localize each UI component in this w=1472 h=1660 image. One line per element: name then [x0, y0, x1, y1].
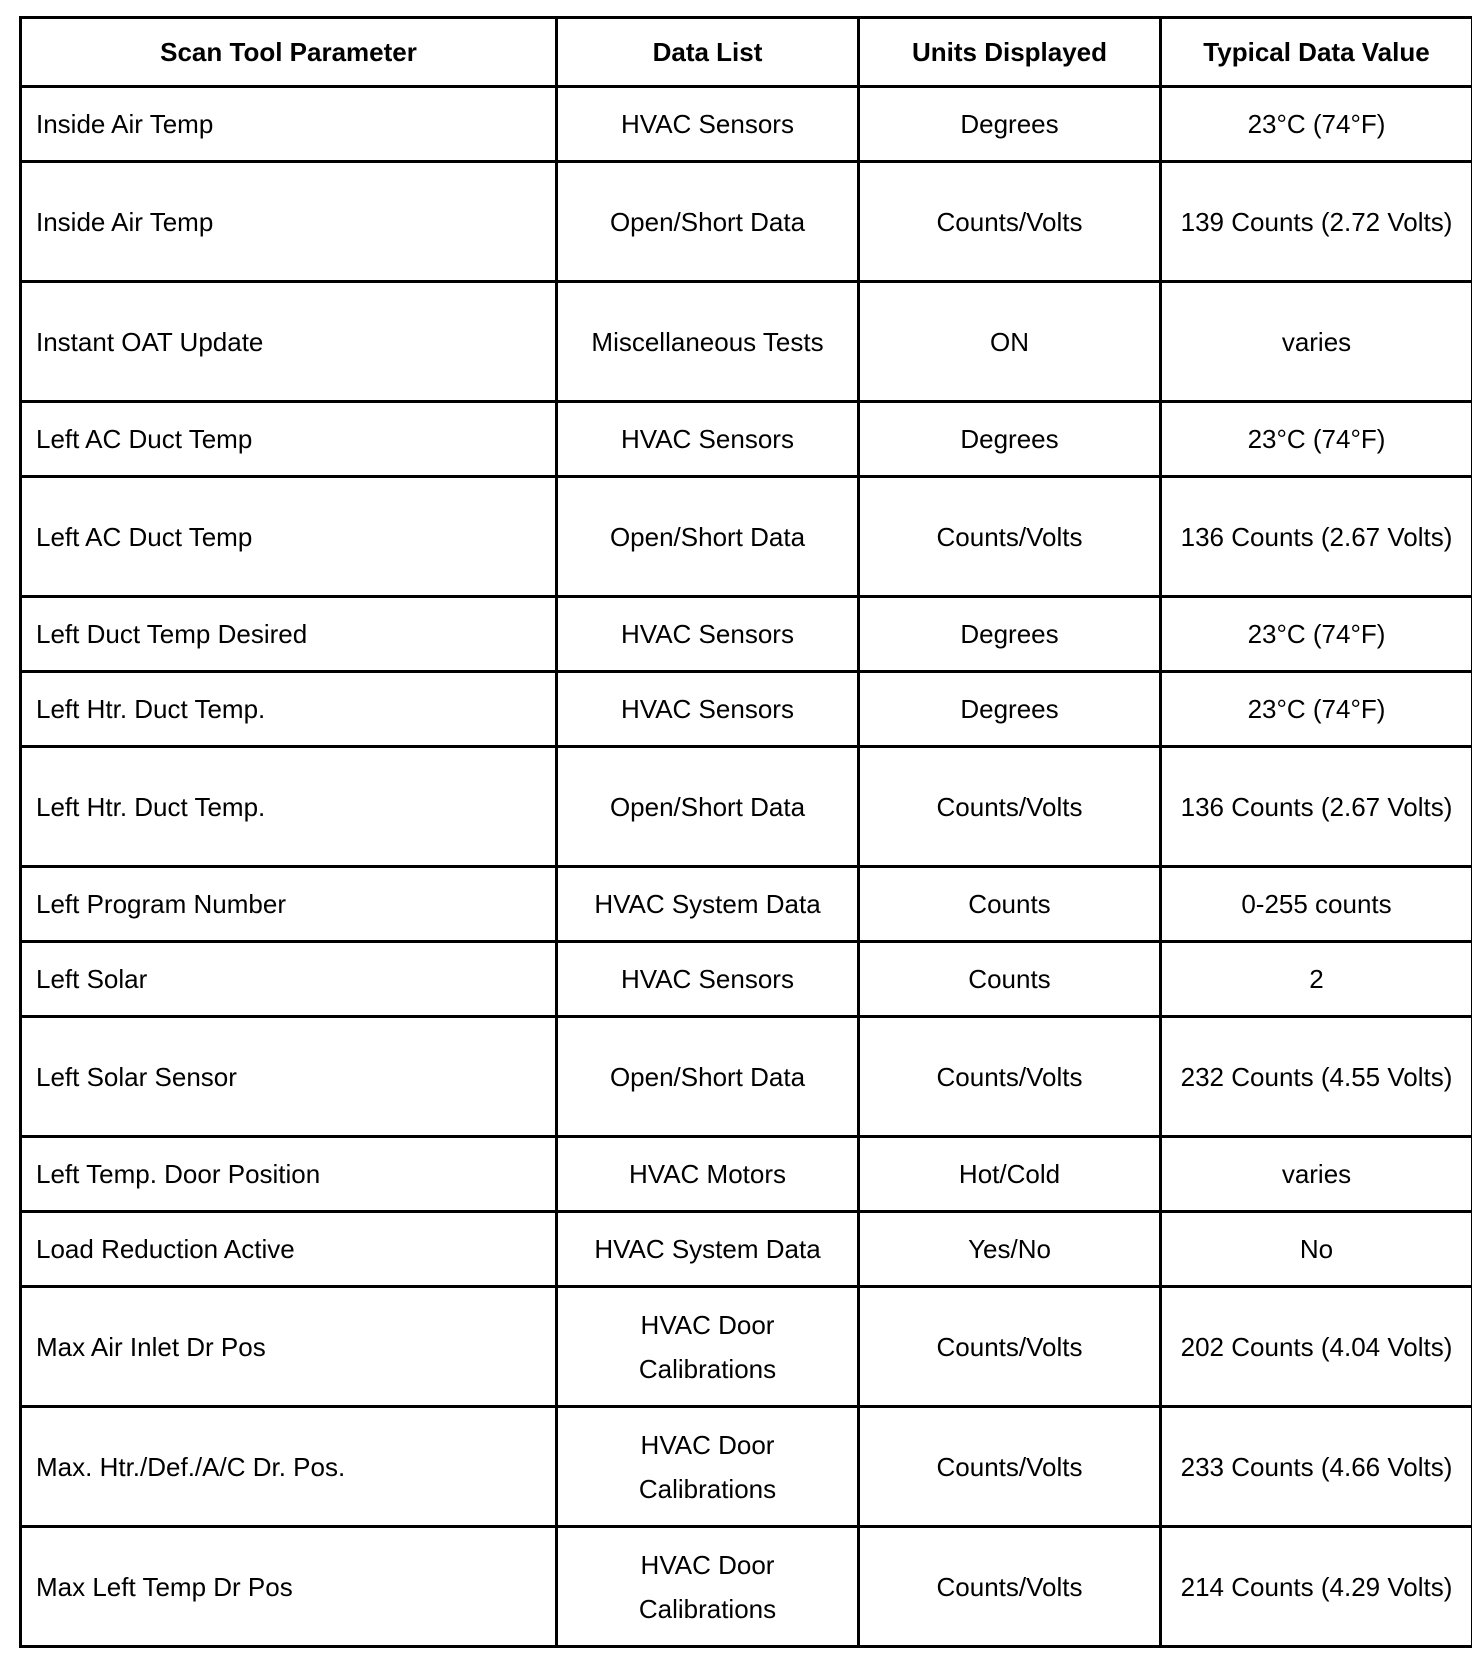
cell-units: Degrees	[859, 597, 1161, 672]
cell-parameter: Left Program Number	[21, 867, 557, 942]
table-header-row	[21, 18, 1472, 87]
cell-units: Counts/Volts	[859, 1287, 1161, 1407]
cell-units: Counts/Volts	[859, 477, 1161, 597]
cell-value: varies	[1161, 282, 1472, 402]
cell-units: Counts	[859, 867, 1161, 942]
cell-parameter: Inside Air Temp	[21, 87, 557, 162]
cell-value: 214 Counts (4.29 Volts)	[1161, 1527, 1472, 1647]
cell-value: 136 Counts (2.67 Volts)	[1161, 477, 1472, 597]
cell-value: 23°C (74°F)	[1161, 87, 1472, 162]
table-row	[21, 477, 1472, 597]
table-row	[21, 1407, 1472, 1527]
table-row	[21, 282, 1472, 402]
cell-value: 0-255 counts	[1161, 867, 1472, 942]
table-row	[21, 747, 1472, 867]
cell-parameter: Max Left Temp Dr Pos	[21, 1527, 557, 1647]
cell-parameter: Left Htr. Duct Temp.	[21, 672, 557, 747]
table-row	[21, 162, 1472, 282]
cell-parameter: Inside Air Temp	[21, 162, 557, 282]
cell-value: 202 Counts (4.04 Volts)	[1161, 1287, 1472, 1407]
cell-value: 23°C (74°F)	[1161, 672, 1472, 747]
cell-parameter: Max. Htr./Def./A/C Dr. Pos.	[21, 1407, 557, 1527]
table-row	[21, 1527, 1472, 1647]
cell-value: 233 Counts (4.66 Volts)	[1161, 1407, 1472, 1527]
cell-units: Counts/Volts	[859, 747, 1161, 867]
cell-value: No	[1161, 1212, 1472, 1287]
cell-units: Degrees	[859, 87, 1161, 162]
cell-value: 2	[1161, 942, 1472, 1017]
cell-data-list: HVAC Door Calibrations	[557, 1287, 859, 1407]
cell-data-list: Open/Short Data	[557, 162, 859, 282]
table-row	[21, 1137, 1472, 1212]
table-row	[21, 1017, 1472, 1137]
cell-units: Counts/Volts	[859, 1017, 1161, 1137]
cell-value: varies	[1161, 1137, 1472, 1212]
cell-data-list: Open/Short Data	[557, 1017, 859, 1137]
cell-data-list: HVAC Sensors	[557, 402, 859, 477]
cell-parameter: Left Solar	[21, 942, 557, 1017]
table-row	[21, 1212, 1472, 1287]
cell-parameter: Load Reduction Active	[21, 1212, 557, 1287]
cell-parameter: Left AC Duct Temp	[21, 402, 557, 477]
scan-tool-parameter-table	[19, 16, 1472, 1648]
cell-parameter: Left Htr. Duct Temp.	[21, 747, 557, 867]
header-scan-tool-parameter: Scan Tool Parameter	[21, 18, 557, 87]
table-row	[21, 402, 1472, 477]
cell-data-list: HVAC Sensors	[557, 597, 859, 672]
header-units-displayed: Units Displayed	[859, 18, 1161, 87]
cell-value: 23°C (74°F)	[1161, 402, 1472, 477]
cell-data-list: HVAC Sensors	[557, 942, 859, 1017]
cell-units: Degrees	[859, 402, 1161, 477]
cell-data-list: Miscellaneous Tests	[557, 282, 859, 402]
cell-parameter: Instant OAT Update	[21, 282, 557, 402]
cell-data-list: Open/Short Data	[557, 747, 859, 867]
cell-data-list: HVAC Sensors	[557, 672, 859, 747]
cell-value: 23°C (74°F)	[1161, 597, 1472, 672]
cell-value: 232 Counts (4.55 Volts)	[1161, 1017, 1472, 1137]
cell-units: ON	[859, 282, 1161, 402]
cell-parameter: Max Air Inlet Dr Pos	[21, 1287, 557, 1407]
header-typical-data-value: Typical Data Value	[1161, 18, 1472, 87]
cell-data-list: HVAC System Data	[557, 867, 859, 942]
cell-units: Counts	[859, 942, 1161, 1017]
cell-units: Degrees	[859, 672, 1161, 747]
header-data-list: Data List	[557, 18, 859, 87]
table-row	[21, 87, 1472, 162]
cell-parameter: Left Temp. Door Position	[21, 1137, 557, 1212]
cell-parameter: Left Duct Temp Desired	[21, 597, 557, 672]
cell-parameter: Left Solar Sensor	[21, 1017, 557, 1137]
table-row	[21, 1287, 1472, 1407]
cell-units: Counts/Volts	[859, 162, 1161, 282]
table-row	[21, 597, 1472, 672]
cell-data-list: Open/Short Data	[557, 477, 859, 597]
cell-value: 139 Counts (2.72 Volts)	[1161, 162, 1472, 282]
table-row	[21, 867, 1472, 942]
cell-data-list: HVAC System Data	[557, 1212, 859, 1287]
cell-data-list: HVAC Door Calibrations	[557, 1407, 859, 1527]
cell-units: Yes/No	[859, 1212, 1161, 1287]
cell-parameter: Left AC Duct Temp	[21, 477, 557, 597]
cell-data-list: HVAC Motors	[557, 1137, 859, 1212]
table-row	[21, 942, 1472, 1017]
table-row	[21, 672, 1472, 747]
cell-value: 136 Counts (2.67 Volts)	[1161, 747, 1472, 867]
cell-units: Counts/Volts	[859, 1407, 1161, 1527]
cell-data-list: HVAC Door Calibrations	[557, 1527, 859, 1647]
cell-data-list: HVAC Sensors	[557, 87, 859, 162]
cell-units: Counts/Volts	[859, 1527, 1161, 1647]
cell-units: Hot/Cold	[859, 1137, 1161, 1212]
